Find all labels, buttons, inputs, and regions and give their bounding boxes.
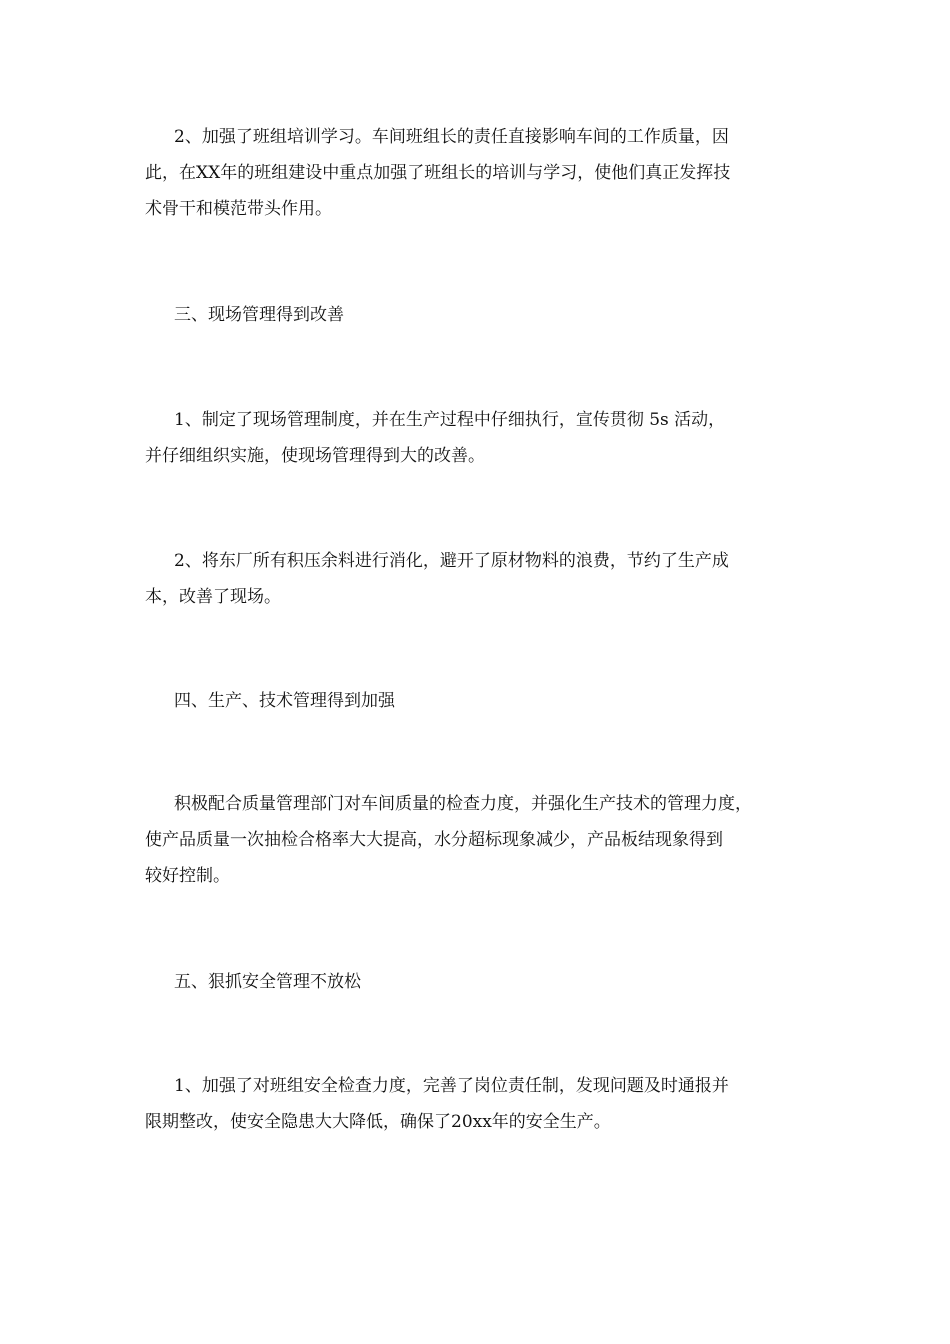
paragraph-line: 限期整改，使安全隐患大大降低，确保了20xx年的安全生产。 <box>145 1112 611 1132</box>
paragraph-team-training <box>145 119 810 227</box>
paragraph-safety-inspection <box>145 1068 810 1140</box>
paragraph-quality-control <box>145 786 810 894</box>
paragraph-line: 使产品质量一次抽检合格率大大提高，水分超标现象减少，产品板结现象得到 <box>145 830 723 850</box>
paragraph-line: 此，在XX年的班组建设中重点加强了班组长的培训与学习，使他们真正发挥技 <box>145 163 731 183</box>
paragraph-line: 并仔细组织实施，使现场管理得到大的改善。 <box>145 446 485 466</box>
paragraph-line: 1、加强了对班组安全检查力度，完善了岗位责任制，发现问题及时通报并 <box>174 1076 729 1096</box>
paragraph-site-management-rules <box>145 402 810 474</box>
paragraph-line: 2、加强了班组培训学习。车间班组长的责任直接影响车间的工作质量，因 <box>174 127 729 147</box>
paragraph-line: 1、制定了现场管理制度，并在生产过程中仔细执行，宣传贯彻 5s 活动， <box>174 410 726 430</box>
paragraph-line: 2、将东厂所有积压余料进行消化，避开了原材物料的浪费，节约了生产成 <box>174 551 729 571</box>
section-heading-4: 四、生产、技术管理得到加强 <box>174 691 395 711</box>
paragraph-line: 积极配合质量管理部门对车间质量的检查力度，并强化生产技术的管理力度， <box>174 794 752 814</box>
paragraph-line: 本，改善了现场。 <box>145 587 281 607</box>
section-heading-3: 三、现场管理得到改善 <box>174 305 344 325</box>
paragraph-surplus-material <box>145 543 810 615</box>
paragraph-line: 较好控制。 <box>145 866 230 886</box>
paragraph-line: 术骨干和模范带头作用。 <box>145 199 332 219</box>
section-heading-5: 五、狠抓安全管理不放松 <box>174 972 361 992</box>
